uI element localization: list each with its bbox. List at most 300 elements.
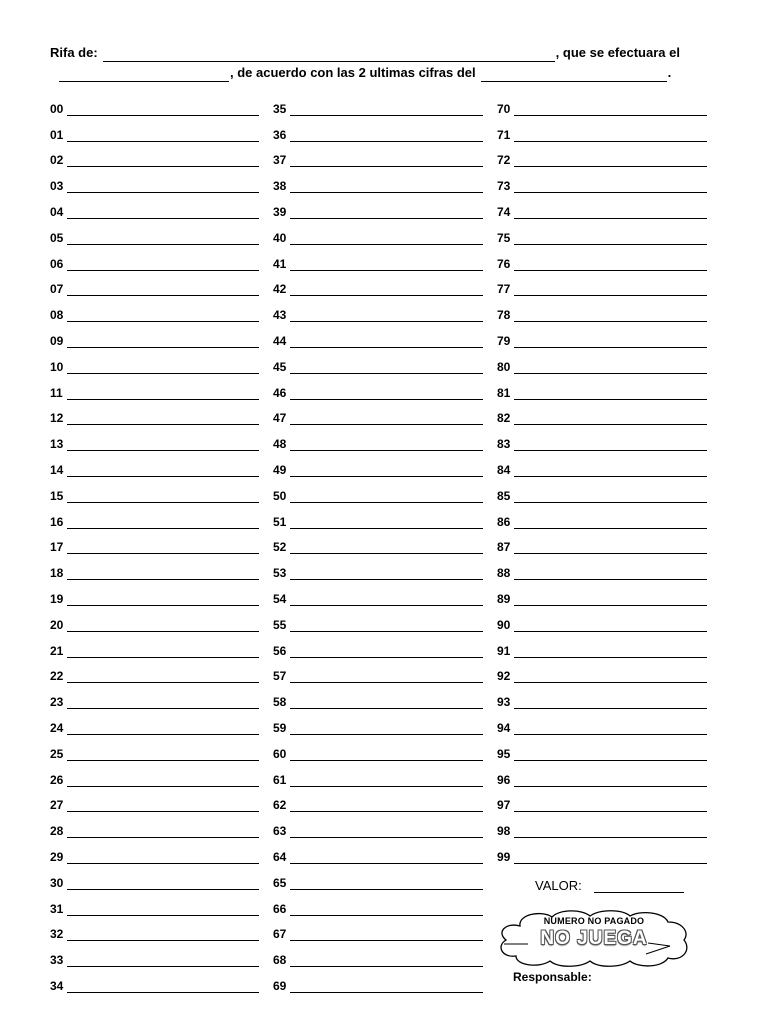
raffle-number: 93 bbox=[497, 695, 511, 710]
raffle-number: 95 bbox=[497, 746, 511, 761]
raffle-name-line[interactable] bbox=[290, 747, 483, 761]
raffle-name-line[interactable] bbox=[514, 850, 707, 864]
raffle-name-line[interactable] bbox=[514, 257, 707, 271]
raffle-name-line[interactable] bbox=[290, 540, 483, 554]
raffle-name-line[interactable] bbox=[290, 282, 483, 296]
raffle-name-line[interactable] bbox=[67, 850, 259, 864]
raffle-name-line[interactable] bbox=[514, 773, 707, 787]
raffle-name-line[interactable] bbox=[290, 592, 483, 606]
raffle-number: 96 bbox=[497, 772, 511, 787]
raffle-number-row bbox=[273, 864, 483, 890]
raffle-number-row bbox=[50, 606, 259, 632]
raffle-number-row bbox=[273, 838, 483, 864]
raffle-number: 23 bbox=[50, 695, 64, 710]
raffle-name-line[interactable] bbox=[290, 798, 483, 812]
raffle-number-row bbox=[497, 296, 707, 322]
raffle-number: 86 bbox=[497, 514, 511, 529]
raffle-number: 36 bbox=[273, 127, 287, 142]
raffle-name-line[interactable] bbox=[290, 695, 483, 709]
raffle-number: 90 bbox=[497, 617, 511, 632]
raffle-number: 61 bbox=[273, 772, 287, 787]
raffle-number-row bbox=[273, 606, 483, 632]
raffle-number-row bbox=[273, 941, 483, 967]
raffle-name-line[interactable] bbox=[67, 979, 259, 993]
raffle-name-line[interactable] bbox=[67, 592, 259, 606]
raffle-name-line[interactable] bbox=[67, 205, 259, 219]
raffle-number-row bbox=[273, 374, 483, 400]
raffle-name-line[interactable] bbox=[67, 231, 259, 245]
raffle-number-row bbox=[273, 296, 483, 322]
raffle-name-line[interactable] bbox=[67, 360, 259, 374]
raffle-name-line[interactable] bbox=[67, 773, 259, 787]
raffle-name-line[interactable] bbox=[514, 360, 707, 374]
raffle-number: 81 bbox=[497, 385, 511, 400]
raffle-number-row bbox=[273, 219, 483, 245]
raffle-number-row bbox=[497, 322, 707, 348]
raffle-number: 10 bbox=[50, 359, 64, 374]
raffle-name-line[interactable] bbox=[514, 489, 707, 503]
raffle-name-line[interactable] bbox=[290, 824, 483, 838]
raffle-name-line[interactable] bbox=[290, 669, 483, 683]
raffle-number: 31 bbox=[50, 901, 64, 916]
raffle-number-row bbox=[497, 761, 707, 787]
raffle-name-line[interactable] bbox=[514, 618, 707, 632]
raffle-number-row bbox=[273, 529, 483, 555]
raffle-number: 59 bbox=[273, 720, 287, 735]
raffle-number: 03 bbox=[50, 179, 64, 194]
raffle-number: 50 bbox=[273, 488, 287, 503]
raffle-number: 98 bbox=[497, 824, 511, 839]
raffle-number: 13 bbox=[50, 437, 64, 452]
raffle-name-line[interactable] bbox=[67, 282, 259, 296]
raffle-number-row bbox=[273, 90, 483, 116]
raffle-number-row bbox=[50, 812, 259, 838]
raffle-name-line[interactable] bbox=[67, 927, 259, 941]
raffle-name-line[interactable] bbox=[67, 644, 259, 658]
raffle-name-line[interactable] bbox=[67, 515, 259, 529]
raffle-number-row bbox=[50, 632, 259, 658]
number-column-3 bbox=[497, 90, 707, 864]
raffle-number-row bbox=[497, 787, 707, 813]
raffle-name-line[interactable] bbox=[514, 411, 707, 425]
raffle-number: 39 bbox=[273, 204, 287, 219]
raffle-number-row bbox=[50, 400, 259, 426]
raffle-number-row bbox=[497, 193, 707, 219]
raffle-name-line[interactable] bbox=[67, 618, 259, 632]
raffle-number-row bbox=[497, 658, 707, 684]
raffle-number-row bbox=[497, 503, 707, 529]
raffle-number: 87 bbox=[497, 540, 511, 555]
raffle-name-line[interactable] bbox=[514, 153, 707, 167]
raffle-name-line[interactable] bbox=[514, 566, 707, 580]
raffle-number: 63 bbox=[273, 824, 287, 839]
raffle-number: 35 bbox=[273, 101, 287, 116]
raffle-number-row bbox=[497, 838, 707, 864]
raffle-number-row bbox=[50, 709, 259, 735]
raffle-name-line[interactable] bbox=[290, 953, 483, 967]
raffle-number-row bbox=[497, 632, 707, 658]
raffle-number-row bbox=[273, 709, 483, 735]
raffle-name-line[interactable] bbox=[290, 773, 483, 787]
raffle-name-line[interactable] bbox=[67, 747, 259, 761]
raffle-number-row bbox=[273, 761, 483, 787]
raffle-number-row bbox=[50, 193, 259, 219]
raffle-number: 84 bbox=[497, 462, 511, 477]
raffle-number: 32 bbox=[50, 927, 64, 942]
raffle-number-row bbox=[497, 167, 707, 193]
raffle-number-row bbox=[50, 348, 259, 374]
raffle-number: 45 bbox=[273, 359, 287, 374]
raffle-number-row bbox=[50, 941, 259, 967]
raffle-number-row bbox=[497, 245, 707, 271]
raffle-name-line[interactable] bbox=[67, 179, 259, 193]
header-line-1 bbox=[50, 42, 720, 62]
raffle-lottery-blank[interactable] bbox=[481, 67, 667, 82]
raffle-name-line[interactable] bbox=[67, 463, 259, 477]
raffle-number: 73 bbox=[497, 179, 511, 194]
valor-blank[interactable] bbox=[594, 878, 684, 893]
raffle-number: 14 bbox=[50, 462, 64, 477]
raffle-number: 46 bbox=[273, 385, 287, 400]
raffle-number: 60 bbox=[273, 746, 287, 761]
raffle-number-row bbox=[497, 683, 707, 709]
raffle-number: 18 bbox=[50, 566, 64, 581]
raffle-name-line[interactable] bbox=[290, 360, 483, 374]
raffle-number: 09 bbox=[50, 333, 64, 348]
raffle-number: 65 bbox=[273, 875, 287, 890]
raffle-number: 75 bbox=[497, 230, 511, 245]
raffle-number-row bbox=[497, 374, 707, 400]
raffle-name-line[interactable] bbox=[290, 927, 483, 941]
raffle-number-row bbox=[497, 580, 707, 606]
raffle-number: 28 bbox=[50, 824, 64, 839]
raffle-number-row bbox=[273, 116, 483, 142]
raffle-label: Rifa de: bbox=[50, 45, 98, 60]
raffle-prize-blank[interactable] bbox=[103, 47, 555, 62]
raffle-name-line[interactable] bbox=[514, 669, 707, 683]
raffle-number: 79 bbox=[497, 333, 511, 348]
raffle-number: 02 bbox=[50, 153, 64, 168]
number-column-1 bbox=[50, 90, 259, 993]
raffle-number: 17 bbox=[50, 540, 64, 555]
raffle-number: 30 bbox=[50, 875, 64, 890]
raffle-name-line[interactable] bbox=[514, 747, 707, 761]
raffle-name-line[interactable] bbox=[290, 463, 483, 477]
raffle-end-period: . bbox=[667, 65, 672, 80]
raffle-name-line[interactable] bbox=[290, 128, 483, 142]
raffle-name-line[interactable] bbox=[514, 128, 707, 142]
raffle-name-line[interactable] bbox=[67, 721, 259, 735]
raffle-name-line[interactable] bbox=[67, 257, 259, 271]
raffle-number: 97 bbox=[497, 798, 511, 813]
raffle-number: 66 bbox=[273, 901, 287, 916]
raffle-name-line[interactable] bbox=[290, 850, 483, 864]
raffle-name-line[interactable] bbox=[290, 489, 483, 503]
raffle-name-line[interactable] bbox=[514, 334, 707, 348]
raffle-name-line[interactable] bbox=[514, 695, 707, 709]
raffle-number-row bbox=[497, 271, 707, 297]
raffle-number: 52 bbox=[273, 540, 287, 555]
raffle-number: 20 bbox=[50, 617, 64, 632]
raffle-name-line[interactable] bbox=[67, 566, 259, 580]
raffle-number: 19 bbox=[50, 591, 64, 606]
raffle-name-line[interactable] bbox=[514, 308, 707, 322]
raffle-name-line[interactable] bbox=[67, 411, 259, 425]
raffle-number-row bbox=[50, 425, 259, 451]
raffle-name-line[interactable] bbox=[290, 257, 483, 271]
raffle-number: 04 bbox=[50, 204, 64, 219]
raffle-number-row bbox=[497, 400, 707, 426]
raffle-name-line[interactable] bbox=[514, 824, 707, 838]
raffle-number: 49 bbox=[273, 462, 287, 477]
raffle-number: 06 bbox=[50, 256, 64, 271]
raffle-number-row bbox=[50, 296, 259, 322]
raffle-number: 25 bbox=[50, 746, 64, 761]
raffle-name-line[interactable] bbox=[290, 411, 483, 425]
raffle-number: 80 bbox=[497, 359, 511, 374]
raffle-number-row bbox=[273, 916, 483, 942]
raffle-number-row bbox=[50, 451, 259, 477]
raffle-name-line[interactable] bbox=[290, 876, 483, 890]
raffle-number-row bbox=[273, 683, 483, 709]
stamp-line-2: NO JUEGA bbox=[540, 928, 648, 949]
raffle-number: 74 bbox=[497, 204, 511, 219]
raffle-number: 92 bbox=[497, 669, 511, 684]
raffle-name-line[interactable] bbox=[290, 386, 483, 400]
raffle-number-row bbox=[50, 529, 259, 555]
raffle-number-row bbox=[50, 167, 259, 193]
raffle-number: 16 bbox=[50, 514, 64, 529]
raffle-number: 53 bbox=[273, 566, 287, 581]
raffle-name-line[interactable] bbox=[67, 876, 259, 890]
raffle-name-line[interactable] bbox=[514, 179, 707, 193]
raffle-name-line[interactable] bbox=[67, 437, 259, 451]
raffle-number: 55 bbox=[273, 617, 287, 632]
raffle-name-line[interactable] bbox=[514, 205, 707, 219]
raffle-date-blank[interactable] bbox=[59, 67, 229, 82]
raffle-name-line[interactable] bbox=[67, 386, 259, 400]
raffle-number: 91 bbox=[497, 643, 511, 658]
raffle-number: 85 bbox=[497, 488, 511, 503]
raffle-number-row bbox=[273, 348, 483, 374]
raffle-number-row bbox=[50, 271, 259, 297]
raffle-number-row bbox=[273, 400, 483, 426]
raffle-number: 40 bbox=[273, 230, 287, 245]
raffle-number: 68 bbox=[273, 953, 287, 968]
raffle-name-line[interactable] bbox=[67, 334, 259, 348]
raffle-number-row bbox=[273, 193, 483, 219]
raffle-name-line[interactable] bbox=[290, 979, 483, 993]
raffle-number-row bbox=[273, 632, 483, 658]
raffle-header bbox=[50, 42, 720, 82]
raffle-name-line[interactable] bbox=[514, 282, 707, 296]
raffle-name-line[interactable] bbox=[290, 334, 483, 348]
raffle-name-line[interactable] bbox=[290, 231, 483, 245]
raffle-number-row bbox=[497, 142, 707, 168]
raffle-number-row bbox=[273, 322, 483, 348]
raffle-number-row bbox=[497, 554, 707, 580]
raffle-number-row bbox=[50, 890, 259, 916]
raffle-number: 11 bbox=[50, 385, 63, 400]
raffle-name-line[interactable] bbox=[290, 644, 483, 658]
raffle-name-line[interactable] bbox=[67, 669, 259, 683]
raffle-number-row bbox=[50, 90, 259, 116]
raffle-number: 67 bbox=[273, 927, 287, 942]
raffle-name-line[interactable] bbox=[67, 798, 259, 812]
number-column-2 bbox=[273, 90, 483, 993]
raffle-number-row bbox=[50, 761, 259, 787]
raffle-name-line[interactable] bbox=[514, 644, 707, 658]
raffle-name-line[interactable] bbox=[290, 902, 483, 916]
raffle-number-row bbox=[273, 425, 483, 451]
raffle-number: 08 bbox=[50, 308, 64, 323]
raffle-number: 62 bbox=[273, 798, 287, 813]
raffle-number-row bbox=[273, 477, 483, 503]
raffle-name-line[interactable] bbox=[67, 824, 259, 838]
raffle-number: 57 bbox=[273, 669, 287, 684]
raffle-number: 77 bbox=[497, 282, 511, 297]
raffle-number-row bbox=[50, 967, 259, 993]
raffle-number: 89 bbox=[497, 591, 511, 606]
raffle-number: 43 bbox=[273, 308, 287, 323]
raffle-name-line[interactable] bbox=[514, 102, 707, 116]
raffle-number: 21 bbox=[50, 643, 64, 658]
raffle-name-line[interactable] bbox=[514, 386, 707, 400]
raffle-number: 88 bbox=[497, 566, 511, 581]
raffle-number-row bbox=[50, 580, 259, 606]
raffle-number: 41 bbox=[273, 256, 287, 271]
raffle-name-line[interactable] bbox=[67, 540, 259, 554]
raffle-number-row bbox=[50, 142, 259, 168]
raffle-number-row bbox=[497, 477, 707, 503]
raffle-name-line[interactable] bbox=[67, 489, 259, 503]
raffle-name-line[interactable] bbox=[514, 721, 707, 735]
raffle-number-row bbox=[50, 916, 259, 942]
raffle-number: 15 bbox=[50, 488, 64, 503]
raffle-number-row bbox=[50, 116, 259, 142]
raffle-number: 00 bbox=[50, 101, 64, 116]
raffle-number: 71 bbox=[497, 127, 511, 142]
raffle-number: 12 bbox=[50, 411, 64, 426]
raffle-number-row bbox=[273, 735, 483, 761]
raffle-number: 07 bbox=[50, 282, 64, 297]
raffle-number: 29 bbox=[50, 849, 64, 864]
raffle-number: 33 bbox=[50, 953, 64, 968]
raffle-number-row bbox=[497, 425, 707, 451]
raffle-number: 44 bbox=[273, 333, 287, 348]
raffle-name-line[interactable] bbox=[290, 437, 483, 451]
raffle-name-line[interactable] bbox=[290, 153, 483, 167]
raffle-name-line[interactable] bbox=[67, 102, 259, 116]
header-line-2 bbox=[50, 62, 720, 82]
raffle-number-row bbox=[273, 787, 483, 813]
raffle-number-row bbox=[50, 864, 259, 890]
raffle-name-line[interactable] bbox=[290, 308, 483, 322]
raffle-number: 69 bbox=[273, 978, 287, 993]
raffle-number: 56 bbox=[273, 643, 287, 658]
raffle-name-line[interactable] bbox=[67, 902, 259, 916]
raffle-date-text: , que se efectuara el bbox=[555, 45, 680, 60]
raffle-number: 78 bbox=[497, 308, 511, 323]
raffle-number: 05 bbox=[50, 230, 64, 245]
raffle-name-line[interactable] bbox=[290, 721, 483, 735]
raffle-name-line[interactable] bbox=[67, 308, 259, 322]
raffle-number-row bbox=[273, 142, 483, 168]
raffle-number: 47 bbox=[273, 411, 287, 426]
raffle-number-row bbox=[497, 812, 707, 838]
raffle-number: 42 bbox=[273, 282, 287, 297]
raffle-name-line[interactable] bbox=[514, 463, 707, 477]
raffle-number-row bbox=[50, 683, 259, 709]
raffle-number-row bbox=[50, 219, 259, 245]
raffle-number-row bbox=[273, 967, 483, 993]
stamp-line-1: NUMERO NO PAGADO bbox=[543, 916, 645, 926]
raffle-number-row bbox=[50, 322, 259, 348]
raffle-number-row bbox=[497, 348, 707, 374]
raffle-number-row bbox=[50, 477, 259, 503]
raffle-number: 38 bbox=[273, 179, 287, 194]
raffle-name-line[interactable] bbox=[290, 566, 483, 580]
raffle-number: 48 bbox=[273, 437, 287, 452]
raffle-name-line[interactable] bbox=[514, 798, 707, 812]
raffle-number-row bbox=[273, 167, 483, 193]
raffle-number-row bbox=[273, 658, 483, 684]
raffle-number: 72 bbox=[497, 153, 511, 168]
raffle-name-line[interactable] bbox=[290, 102, 483, 116]
raffle-number-row bbox=[497, 709, 707, 735]
raffle-name-line[interactable] bbox=[290, 179, 483, 193]
raffle-number: 34 bbox=[50, 978, 64, 993]
raffle-name-line[interactable] bbox=[67, 153, 259, 167]
raffle-name-line[interactable] bbox=[290, 515, 483, 529]
responsable-label: Responsable: bbox=[513, 970, 592, 984]
raffle-number: 27 bbox=[50, 798, 64, 813]
raffle-name-line[interactable] bbox=[67, 953, 259, 967]
raffle-number-row bbox=[273, 245, 483, 271]
raffle-number-row bbox=[497, 219, 707, 245]
raffle-number-row bbox=[273, 890, 483, 916]
raffle-name-line[interactable] bbox=[514, 515, 707, 529]
raffle-number: 22 bbox=[50, 669, 64, 684]
raffle-name-line[interactable] bbox=[514, 437, 707, 451]
raffle-name-line[interactable] bbox=[514, 540, 707, 554]
raffle-number: 37 bbox=[273, 153, 287, 168]
raffle-number-row bbox=[273, 812, 483, 838]
raffle-name-line[interactable] bbox=[514, 231, 707, 245]
raffle-name-line[interactable] bbox=[67, 695, 259, 709]
raffle-name-line[interactable] bbox=[290, 618, 483, 632]
raffle-number-row bbox=[273, 451, 483, 477]
no-juega-stamp bbox=[498, 908, 690, 968]
raffle-number-row bbox=[497, 606, 707, 632]
raffle-number-row bbox=[50, 503, 259, 529]
raffle-number-row bbox=[497, 735, 707, 761]
raffle-number-row bbox=[273, 554, 483, 580]
raffle-number-row bbox=[497, 451, 707, 477]
raffle-number: 26 bbox=[50, 772, 64, 787]
raffle-name-line[interactable] bbox=[514, 592, 707, 606]
raffle-number-row bbox=[50, 554, 259, 580]
raffle-number-row bbox=[50, 838, 259, 864]
raffle-number-row bbox=[50, 658, 259, 684]
raffle-number: 83 bbox=[497, 437, 511, 452]
raffle-name-line[interactable] bbox=[67, 128, 259, 142]
raffle-name-line[interactable] bbox=[290, 205, 483, 219]
raffle-number-row bbox=[50, 374, 259, 400]
valor-field bbox=[535, 878, 684, 893]
raffle-number-row bbox=[50, 245, 259, 271]
raffle-number: 82 bbox=[497, 411, 511, 426]
